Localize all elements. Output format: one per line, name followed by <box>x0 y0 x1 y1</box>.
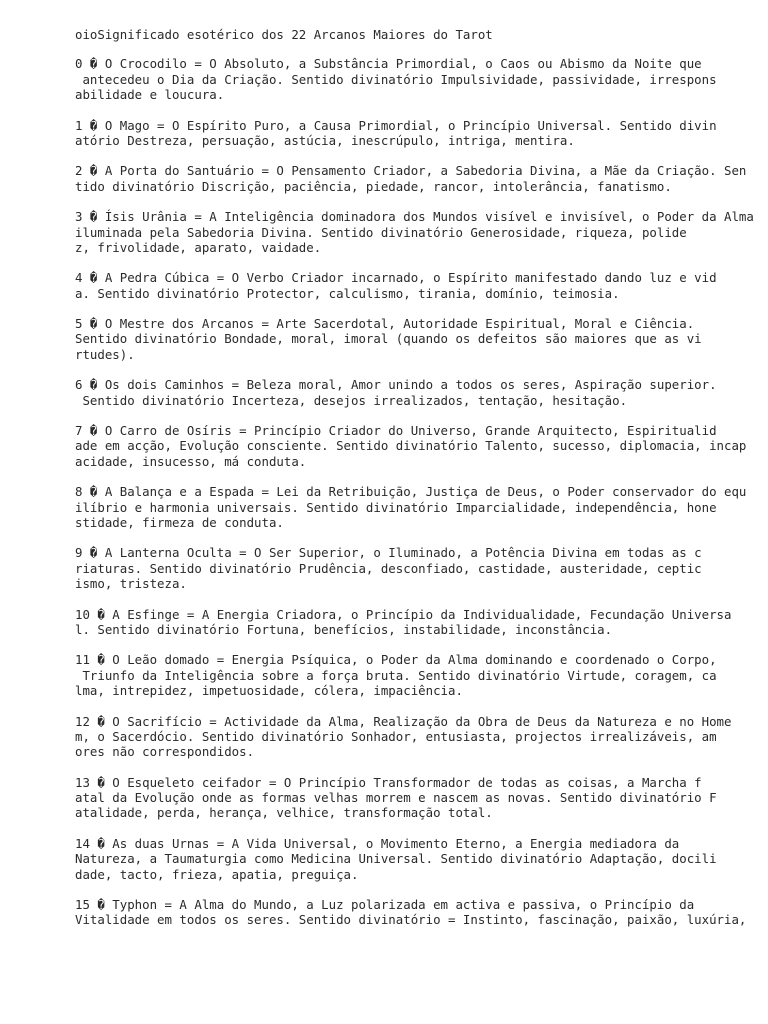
entry-line: 4 � A Pedra Cúbica = O Verbo Criador incarnado, o Espírito manifestado dando luz e vid <box>75 270 717 286</box>
arcana-entry <box>75 607 759 638</box>
entry-line: 13 � O Esqueleto ceifador = O Princípio Transformador de todas as coisas, a Marcha f <box>75 774 702 790</box>
entry-line: 7 � O Carro de Osíris = Princípio Criador do Universo, Grande Arquitecto, Espiritualid <box>75 423 717 439</box>
entry-line: antecedeu o Dia da Criação. Sentido divinatório Impulsividade, passividade, irrespons <box>75 71 717 87</box>
entry-line: rtudes). <box>75 346 135 362</box>
entry-line: ade em acção, Evolução consciente. Sentido divinatório Talento, sucesso, diplomacia, incap <box>75 438 747 454</box>
arcana-entry <box>75 545 759 591</box>
entry-line: Vitalidade em todos os seres. Sentido divinatório = Instinto, fascinação, paixão, luxúria, <box>75 912 747 928</box>
arcana-entry <box>75 714 759 760</box>
arcana-entry <box>75 836 759 882</box>
arcana-entry <box>75 163 759 194</box>
entry-line: 14 � As duas Urnas = A Vida Universal, o Movimento Eterno, a Energia mediadora da <box>75 835 680 851</box>
entry-line: m, o Sacerdócio. Sentido divinatório Sonhador, entusiasta, projectos irrealizáveis, am <box>75 728 717 744</box>
entry-line: Natureza, a Taumaturgia como Medicina Universal. Sentido divinatório Adaptação, docili <box>75 851 717 867</box>
entry-line: atalidade, perda, herança, velhice, transformação total. <box>75 805 493 821</box>
entry-line: acidade, insucesso, má conduta. <box>75 453 307 469</box>
entry-line: Sentido divinatório Incerteza, desejos irrealizados, tentação, hesitação. <box>75 392 628 408</box>
document-page <box>75 27 759 943</box>
entry-line: lma, intrepidez, impetuosidade, cólera, impaciência. <box>75 683 463 699</box>
arcana-entry <box>75 652 759 698</box>
arcana-entry <box>75 118 759 149</box>
entry-line: atório Destreza, persuação, astúcia, inescrúpulo, intriga, mentira. <box>75 132 575 148</box>
entry-line: tido divinatório Discrição, paciência, piedade, rancor, intolerância, fanatismo. <box>75 178 672 194</box>
arcana-entry <box>75 484 759 530</box>
entry-line: iluminada pela Sabedoria Divina. Sentido divinatório Generosidade, riqueza, polide <box>75 224 687 240</box>
entry-line: Sentido divinatório Bondade, moral, imoral (quando os defeitos são maiores que as vi <box>75 331 702 347</box>
arcana-entry <box>75 377 759 408</box>
entry-line: 3 � Ísis Urânia = A Inteligência dominadora dos Mundos visível e invisível, o Poder da Alma <box>75 209 754 225</box>
entry-line: 6 � Os dois Caminhos = Beleza moral, Amor unindo a todos os seres, Aspiração superior. <box>75 377 717 393</box>
document-title: oioSignificado esotérico dos 22 Arcanos Maiores do Tarot <box>75 27 493 42</box>
entry-line: 0 � O Crocodilo = O Absoluto, a Substância Primordial, o Caos ou Abismo da Noite que <box>75 56 702 72</box>
arcana-entry <box>75 209 759 255</box>
entry-line: dade, tacto, frieza, apatia, preguiça. <box>75 866 359 882</box>
entry-line: z, frivolidade, aparato, vaidade. <box>75 239 322 255</box>
entry-line: 12 � O Sacrifício = Actividade da Alma, Realização da Obra de Deus da Natureza e no Home <box>75 713 732 729</box>
arcana-entry <box>75 316 759 362</box>
entry-line: atal da Evolução onde as formas velhas morrem e nascem as novas. Sentido divinatório F <box>75 790 717 806</box>
entry-line: 11 � O Leão domado = Energia Psíquica, o Poder da Alma dominando e coordenado o Corpo, <box>75 652 717 668</box>
entry-line: ores não correspondidos. <box>75 744 255 760</box>
arcana-entry <box>75 270 759 301</box>
entry-line: 2 � A Porta do Santuário = O Pensamento Criador, a Sabedoria Divina, a Mãe da Criação. Sen <box>75 163 747 179</box>
arcana-entry <box>75 423 759 469</box>
entry-line: abilidade e loucura. <box>75 87 225 103</box>
entry-line: stidade, firmeza de conduta. <box>75 515 284 530</box>
entry-line: a. Sentido divinatório Protector, calculismo, tirania, domínio, teimosia. <box>75 285 620 301</box>
arcana-entry <box>75 56 759 102</box>
entry-line: 9 � A Lanterna Oculta = O Ser Superior, o Iluminado, a Potência Divina em todas as c <box>75 545 702 561</box>
entry-line: 1 � O Mago = O Espírito Puro, a Causa Primordial, o Princípio Universal. Sentido divin <box>75 117 717 133</box>
entry-line: l. Sentido divinatório Fortuna, benefícios, instabilidade, inconstância. <box>75 621 613 637</box>
entry-line: Triunfo da Inteligência sobre a força bruta. Sentido divinatório Virtude, coragem, ca <box>75 667 717 683</box>
entry-line: ismo, tristeza. <box>75 576 187 592</box>
arcana-entry <box>75 775 759 821</box>
entry-line: 10 � A Esfinge = A Energia Criadora, o Princípio da Individualidade, Fecundação Universa <box>75 606 732 622</box>
entry-line: 8 � A Balança e a Espada = Lei da Retribuição, Justiça de Deus, o Poder conservador do equ <box>75 484 747 500</box>
entry-line: 5 � O Mestre dos Arcanos = Arte Sacerdotal, Autoridade Espiritual, Moral e Ciência. <box>75 316 695 332</box>
arcana-list <box>75 56 759 927</box>
entry-line: riaturas. Sentido divinatório Prudência, desconfiado, castidade, austeridade, ceptic <box>75 560 702 576</box>
arcana-entry <box>75 897 759 928</box>
entry-line: ilíbrio e harmonia universais. Sentido divinatório Imparcialidade, independência, hone <box>75 499 717 515</box>
entry-line: 15 � Typhon = A Alma do Mundo, a Luz polarizada em activa e passiva, o Princípio da <box>75 897 695 913</box>
